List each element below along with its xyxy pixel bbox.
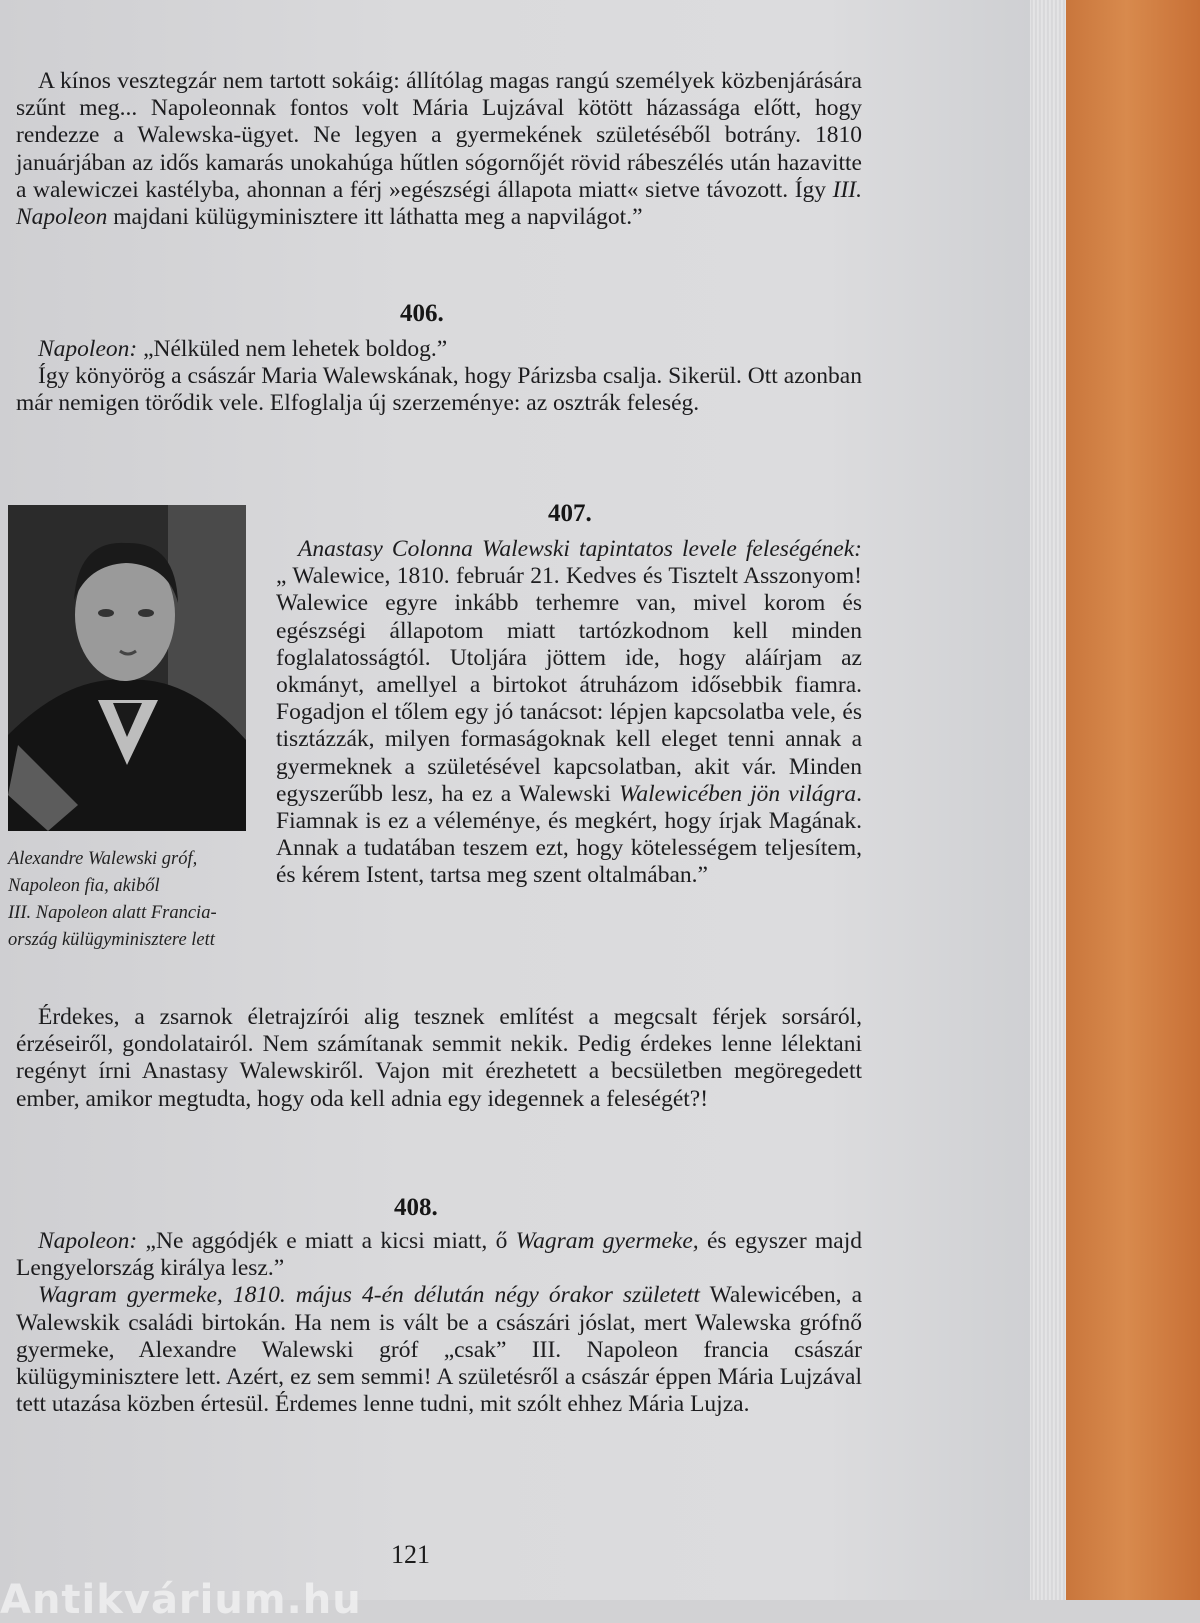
entry-408-body: Walewicében, a Walewskik családi birtokán. Ha nem is vált be a császári jóslat, mert Walewska grófnő gyermeke, Alexandre Walewski gróf „csak” III. Napoleon francia császár külügyminisztere lett. Azért, ez sem semmi! A születésről a császár éppen Mária Lujzával tett utazása közben értesül. Érdemes lenne tudni, mit szólt ehhez Mária Lujza. [16, 1282, 862, 1418]
entry-408 [16, 1228, 862, 1418]
letter-text-end: . Fiamnak is ez a véleménye, és megkért, hogy írjak Magának. Annak a tudatában teszem ezt, hogy kötelességem teljesítem, és kérem Istent, tartsa meg szent oltalmában.” [276, 780, 862, 889]
quote-text: „Ne aggódjék e miatt a kicsi miatt, ő [137, 1228, 516, 1254]
entry-407-letter [276, 536, 862, 890]
entry-407-commentary [16, 1004, 862, 1113]
entry-406-body: Így könyörög a császár Maria Walewskának, hogy Párizsba csalja. Sikerül. Ott azonban már nemigen törődik vele. Elfoglalja új szerzeménye: az osztrák feleség. [16, 363, 862, 417]
quote-text-end: és egyszer majd Lengyelország királya lesz.” [16, 1228, 862, 1282]
opening-text: A kínos vesztegzár nem tartott sokáig: állítólag magas rangú személyek közbenjárására szűnt meg... Napoleonnak fontos volt Mária Lujzával kötött házassága előtt, hogy rendezze a Walewska-ügyet. Ne legyen a gyermekének születéséből botrány. 1810 januárjában az idős kamarás unokahúga hűtlen sógornőjét rövid rábeszélés után hazavitte a walewiczei kastélyba, ahonnan a férj »egészségi állapota miatt« sietve távozott. Így [16, 68, 862, 203]
entry-number-407: 407. [548, 500, 592, 527]
caption-line: ország külügyminisztere lett [8, 930, 215, 950]
entry-408-italic: Wagram gyermeke, 1810. május 4-én délután négy órakor született [38, 1282, 700, 1309]
letter-text: „ Walewice, 1810. február 21. Kedves és Tisztelt Asszonyom! Walewice egyre inkább terhemre van, mivel korom és egészségi állapotom miatt tartózkodnom kell minden foglalatosságtól. Utoljára jöttem ide, hogy aláírjam az okmányt, amellyel a birtokot átruházom idősebbik fiamra. Fogadjon el tőlem egy jó tanácsot: lépjen kapcsolatba vele, és tisztázzák, milyen formaságoknak kell eleget tenni annak a gyermeknek a születésével kapcsolatban, akit vár. Minden egyszerűbb lesz, ha ez a Walewski [276, 563, 862, 807]
portrait-illustration [8, 505, 246, 831]
caption-line: Napoleon fia, akiből [8, 876, 160, 896]
opening-italic: III. Napoleon [16, 176, 862, 231]
opening-text-end: majdani külügyminisztere itt láthatta meg a napvilágot.” [107, 204, 643, 231]
quote-text: „Nélküled nem lehetek boldog.” [137, 336, 448, 362]
caption-line: III. Napoleon alatt Francia- [8, 903, 217, 923]
entry-406 [16, 336, 862, 418]
entry-number-406: 406. [400, 300, 444, 327]
quote-italic: Wagram gyermeke, [515, 1228, 699, 1254]
page-number: 121 [391, 1540, 430, 1569]
watermark: Antikvárium.hu [0, 1577, 362, 1623]
speaker-label: Napoleon: [38, 1228, 138, 1254]
letter-lead: Anastasy Colonna Walewski tapintatos levele feleségének: [298, 536, 862, 562]
wooden-surface [1066, 0, 1200, 1600]
opening-paragraph [16, 68, 862, 231]
caption-line: Alexandre Walewski gróf, [8, 849, 198, 869]
entry-number-408: 408. [394, 1194, 438, 1221]
speaker-label: Napoleon: [38, 336, 138, 362]
portrait-photo [8, 505, 246, 831]
letter-italic: Walewicében jön világra [618, 780, 857, 807]
page-edges [1030, 0, 1066, 1600]
commentary-text: Érdekes, a zsarnok életrajzírói alig tesznek említést a megcsalt férjek sorsáról, érzéseiről, gondolatairól. Nem számítanak semmit nekik. Pedig érdekes lenne lélektani regényt írni Anastasy Walewskiről. Vajon mit érezhetett a becsületben megöregedett ember, amikor megtudta, hogy oda kell adnia egy idegennek a feleségét?! [16, 1004, 862, 1112]
portrait-caption [8, 846, 258, 954]
